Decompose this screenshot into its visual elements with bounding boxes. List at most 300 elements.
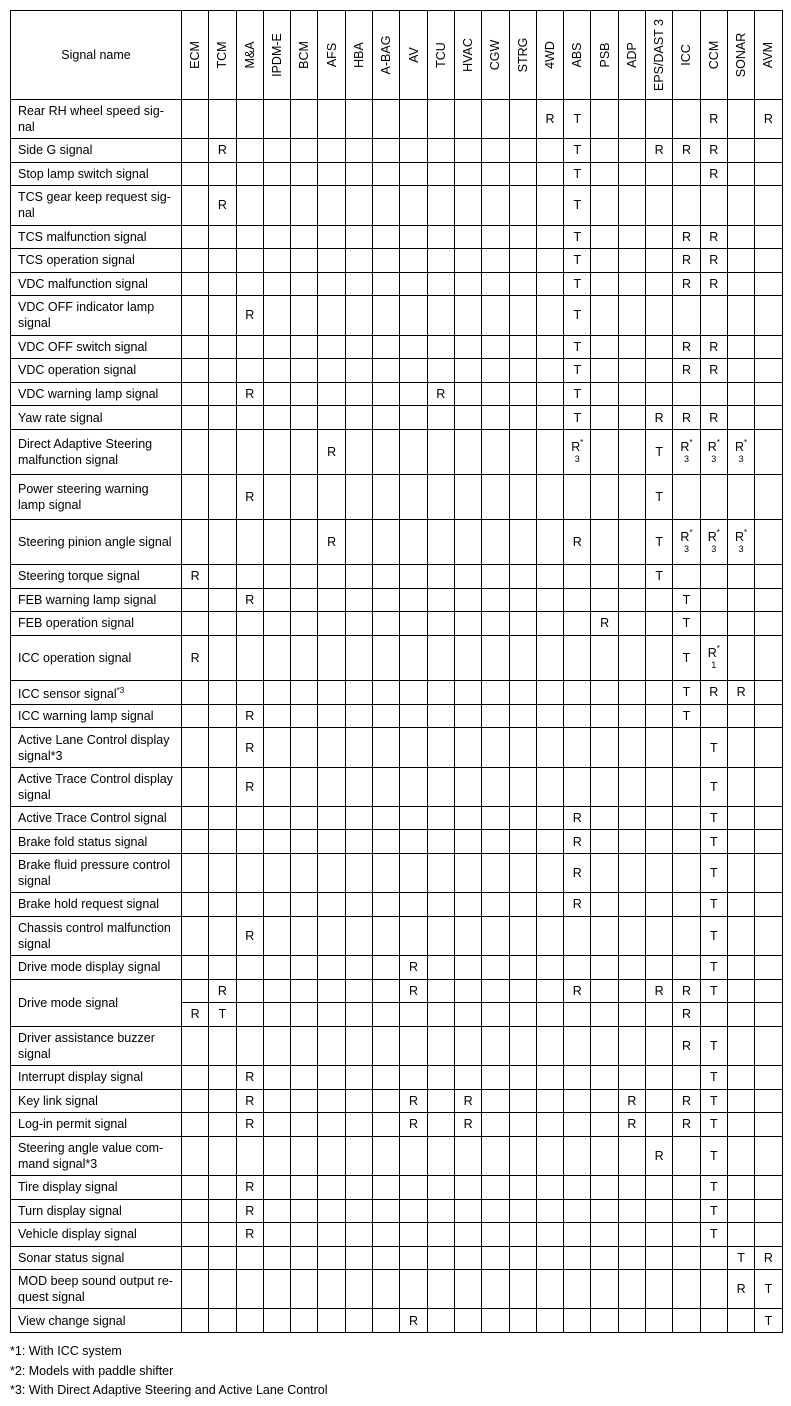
role-cell: [373, 635, 400, 680]
role-cell: [646, 519, 673, 564]
module-header: [400, 11, 427, 100]
role-cell: [373, 296, 400, 335]
role-cell: [564, 1089, 591, 1113]
signal-role: T: [709, 834, 718, 849]
role-cell: [209, 100, 236, 139]
signal-role: R: [736, 685, 746, 700]
role-cell: [263, 1223, 290, 1247]
role-cell: [536, 564, 563, 588]
role-cell: [209, 955, 236, 979]
role-cell: [755, 806, 782, 830]
role-cell: [564, 704, 591, 728]
role-cell: [318, 979, 345, 1003]
role-cell: [318, 162, 345, 186]
signal-role: R: [245, 1117, 255, 1132]
role-cell: [236, 1270, 263, 1309]
role-cell: [564, 635, 591, 680]
role-cell: [509, 162, 536, 186]
role-cell: [182, 406, 209, 430]
signal-role: R: [600, 616, 610, 631]
signal-role: R: [545, 112, 555, 127]
role-cell: [564, 249, 591, 273]
role-cell: [618, 359, 645, 383]
role-cell: [618, 1309, 645, 1333]
signal-role: R: [627, 1117, 637, 1132]
role-cell: [236, 100, 263, 139]
module-header: [727, 11, 754, 100]
signal-role: R: [681, 229, 691, 244]
table-row: [11, 1223, 783, 1247]
role-cell: [345, 1136, 372, 1175]
role-cell: [427, 429, 454, 474]
role-cell: [755, 1136, 782, 1175]
signal-role: R: [245, 740, 255, 755]
role-cell: [618, 335, 645, 359]
role-cell: [727, 728, 754, 767]
role-cell: [454, 1270, 481, 1309]
role-cell: [236, 854, 263, 893]
signal-role: R: [245, 1180, 255, 1195]
role-cell: [673, 979, 700, 1003]
role-cell: [564, 728, 591, 767]
role-cell: [618, 474, 645, 519]
role-cell: [564, 612, 591, 636]
role-cell: [291, 767, 318, 806]
role-cell: [291, 1089, 318, 1113]
role-cell: [564, 806, 591, 830]
role-cell: [591, 272, 618, 296]
signal-role: R: [409, 960, 419, 975]
role-cell: [482, 704, 509, 728]
role-cell: [727, 564, 754, 588]
role-cell: [427, 406, 454, 430]
role-cell: [564, 1026, 591, 1065]
role-cell: [509, 1309, 536, 1333]
role-cell: [345, 1223, 372, 1247]
role-cell: [263, 474, 290, 519]
role-cell: [564, 680, 591, 704]
signal-role: R: [572, 834, 582, 849]
role-cell: [482, 382, 509, 406]
role-cell: [673, 382, 700, 406]
role-cell: [564, 272, 591, 296]
signal-role: R: [709, 253, 719, 268]
role-cell: [618, 806, 645, 830]
role-cell: [427, 830, 454, 854]
role-cell: [509, 1136, 536, 1175]
role-cell: [236, 225, 263, 249]
signal-role: T: [709, 740, 718, 755]
role-cell: [482, 1175, 509, 1199]
role-cell: [646, 806, 673, 830]
signal-role: R: [681, 339, 691, 354]
signal-role: R* 3: [707, 527, 720, 554]
role-cell: [345, 474, 372, 519]
signal-role: T: [709, 811, 718, 826]
role-cell: [482, 916, 509, 955]
role-cell: [700, 916, 727, 955]
role-cell: [291, 519, 318, 564]
role-cell: [646, 1246, 673, 1270]
role-cell: [646, 406, 673, 430]
role-cell: [646, 979, 673, 1003]
role-cell: [373, 249, 400, 273]
signal-role: R* 3: [680, 527, 693, 554]
role-cell: [236, 162, 263, 186]
signal-name: Active Trace Control signal: [11, 806, 182, 830]
role-cell: [427, 186, 454, 225]
role-cell: [591, 893, 618, 917]
role-cell: [427, 854, 454, 893]
signal-role: T: [764, 1313, 773, 1328]
table-row: [11, 1065, 783, 1089]
role-cell: [182, 162, 209, 186]
role-cell: [318, 1199, 345, 1223]
signal-role: R: [572, 534, 582, 549]
role-cell: [345, 955, 372, 979]
role-cell: [345, 1199, 372, 1223]
role-cell: [536, 1199, 563, 1223]
role-cell: [591, 955, 618, 979]
role-cell: [509, 1270, 536, 1309]
role-cell: [263, 1113, 290, 1137]
module-header-label: TCU: [433, 42, 448, 68]
role-cell: [427, 612, 454, 636]
role-cell: [727, 382, 754, 406]
signal-role: R: [409, 1093, 419, 1108]
role-cell: [263, 382, 290, 406]
module-header-label: ABS: [570, 42, 585, 68]
role-cell: [509, 635, 536, 680]
role-cell: [182, 519, 209, 564]
role-cell: [454, 1113, 481, 1137]
role-cell: [427, 767, 454, 806]
role-cell: [400, 1309, 427, 1333]
role-cell: [236, 916, 263, 955]
role-cell: [646, 249, 673, 273]
role-cell: [700, 272, 727, 296]
role-cell: [618, 635, 645, 680]
role-cell: [318, 100, 345, 139]
role-cell: [454, 1246, 481, 1270]
role-cell: [373, 162, 400, 186]
role-cell: [263, 225, 290, 249]
role-cell: [345, 830, 372, 854]
role-cell: [727, 1270, 754, 1309]
role-cell: [454, 186, 481, 225]
signal-role: R: [709, 229, 719, 244]
role-cell: [400, 429, 427, 474]
role-cell: [700, 806, 727, 830]
role-cell: [400, 564, 427, 588]
role-cell: [727, 767, 754, 806]
role-cell: [755, 296, 782, 335]
signal-name: Yaw rate signal: [11, 406, 182, 430]
role-cell: [700, 382, 727, 406]
role-cell: [291, 564, 318, 588]
role-cell: [263, 767, 290, 806]
role-cell: [646, 1270, 673, 1309]
role-cell: [427, 1026, 454, 1065]
module-header: [209, 11, 236, 100]
role-cell: [509, 519, 536, 564]
role-cell: [564, 1065, 591, 1089]
role-cell: [727, 1175, 754, 1199]
signal-role: T: [573, 253, 582, 268]
role-cell: [373, 225, 400, 249]
signal-role: R: [627, 1093, 637, 1108]
role-cell: [591, 296, 618, 335]
role-cell: [618, 893, 645, 917]
role-cell: [755, 139, 782, 163]
role-cell: [318, 728, 345, 767]
role-cell: [400, 1026, 427, 1065]
role-cell: [509, 100, 536, 139]
role-cell: [318, 1026, 345, 1065]
role-cell: [536, 225, 563, 249]
role-cell: [291, 1003, 318, 1027]
role-cell: [618, 1270, 645, 1309]
role-cell: [591, 1246, 618, 1270]
role-cell: [673, 680, 700, 704]
role-cell: [618, 728, 645, 767]
role-cell: [182, 680, 209, 704]
role-cell: [646, 728, 673, 767]
role-cell: [755, 1003, 782, 1027]
role-cell: [373, 429, 400, 474]
role-cell: [700, 1113, 727, 1137]
role-cell: [427, 916, 454, 955]
role-cell: [209, 1199, 236, 1223]
role-cell: [700, 1089, 727, 1113]
role-cell: [618, 955, 645, 979]
role-cell: [673, 854, 700, 893]
role-cell: [263, 406, 290, 430]
role-cell: [509, 854, 536, 893]
role-cell: [536, 272, 563, 296]
role-cell: [345, 100, 372, 139]
role-cell: [509, 406, 536, 430]
role-cell: [318, 225, 345, 249]
role-cell: [291, 612, 318, 636]
role-cell: [209, 680, 236, 704]
role-cell: [646, 588, 673, 612]
role-cell: [454, 335, 481, 359]
role-cell: [345, 893, 372, 917]
role-cell: [700, 680, 727, 704]
role-cell: [646, 382, 673, 406]
signal-name: ICC sensor signal$^{*3}$: [11, 680, 182, 704]
signal-role: R: [190, 650, 200, 665]
table-row: [11, 854, 783, 893]
role-cell: [318, 1175, 345, 1199]
role-cell: [755, 916, 782, 955]
role-cell: [182, 296, 209, 335]
role-cell: [291, 406, 318, 430]
role-cell: [727, 916, 754, 955]
role-cell: [454, 955, 481, 979]
role-cell: [755, 854, 782, 893]
role-cell: [291, 100, 318, 139]
role-cell: [755, 1246, 782, 1270]
role-cell: [182, 612, 209, 636]
role-cell: [509, 429, 536, 474]
role-cell: [373, 186, 400, 225]
role-cell: [700, 186, 727, 225]
role-cell: [646, 680, 673, 704]
table-row: [11, 474, 783, 519]
role-cell: [755, 979, 782, 1003]
role-cell: [345, 1175, 372, 1199]
role-cell: [209, 474, 236, 519]
role-cell: [591, 186, 618, 225]
role-cell: [427, 335, 454, 359]
role-cell: [591, 162, 618, 186]
role-cell: [700, 1175, 727, 1199]
table-row: [11, 100, 783, 139]
role-cell: [564, 1003, 591, 1027]
role-cell: [755, 612, 782, 636]
role-cell: [509, 335, 536, 359]
role-cell: [400, 728, 427, 767]
role-cell: [318, 680, 345, 704]
role-cell: [564, 186, 591, 225]
role-cell: [509, 139, 536, 163]
role-cell: [673, 1223, 700, 1247]
signal-name: TCS operation signal: [11, 249, 182, 273]
signal-role: R: [463, 1117, 473, 1132]
role-cell: [646, 1089, 673, 1113]
role-cell: [618, 1175, 645, 1199]
role-cell: [454, 635, 481, 680]
role-cell: [291, 429, 318, 474]
role-cell: [673, 806, 700, 830]
signal-name: Side G signal: [11, 139, 182, 163]
role-cell: [427, 680, 454, 704]
signal-role: R: [681, 143, 691, 158]
signal-role: T: [573, 198, 582, 213]
signal-role: R: [681, 253, 691, 268]
role-cell: [373, 588, 400, 612]
role-cell: [318, 1309, 345, 1333]
signal-role: T: [709, 897, 718, 912]
signal-role: R: [572, 811, 582, 826]
role-cell: [646, 225, 673, 249]
role-cell: [209, 162, 236, 186]
role-cell: [591, 139, 618, 163]
role-cell: [400, 162, 427, 186]
role-cell: [646, 1309, 673, 1333]
role-cell: [454, 139, 481, 163]
role-cell: [700, 635, 727, 680]
signal-name: Interrupt display signal: [11, 1065, 182, 1089]
role-cell: [209, 916, 236, 955]
role-cell: [318, 1246, 345, 1270]
role-cell: [646, 335, 673, 359]
role-cell: [373, 474, 400, 519]
role-cell: [509, 955, 536, 979]
role-cell: [618, 100, 645, 139]
role-cell: [182, 139, 209, 163]
role-cell: [236, 249, 263, 273]
role-cell: [727, 1136, 754, 1175]
role-cell: [618, 1026, 645, 1065]
role-cell: [618, 916, 645, 955]
signal-name: Tire display signal: [11, 1175, 182, 1199]
role-cell: [673, 1065, 700, 1089]
role-cell: [536, 335, 563, 359]
role-cell: [427, 1136, 454, 1175]
signal-role: R: [681, 363, 691, 378]
role-cell: [727, 680, 754, 704]
module-header: [182, 11, 209, 100]
role-cell: [618, 1113, 645, 1137]
role-cell: [673, 474, 700, 519]
module-header: [373, 11, 400, 100]
role-cell: [400, 806, 427, 830]
role-cell: [755, 406, 782, 430]
role-cell: [400, 225, 427, 249]
role-cell: [591, 767, 618, 806]
role-cell: [564, 564, 591, 588]
role-cell: [291, 955, 318, 979]
signal-name: Driver assistance buzzer signal: [11, 1026, 182, 1065]
role-cell: [482, 1270, 509, 1309]
role-cell: [618, 830, 645, 854]
signal-name: Drive mode signal: [11, 979, 182, 1026]
footnote-1: *1: With ICC system: [10, 1344, 122, 1358]
role-cell: [536, 728, 563, 767]
signal-role: T: [682, 650, 691, 665]
footnote-2: *2: Models with paddle shifter: [10, 1363, 174, 1378]
role-cell: [263, 100, 290, 139]
role-cell: [454, 1089, 481, 1113]
role-cell: [427, 1309, 454, 1333]
signal-role: T: [682, 616, 691, 631]
role-cell: [373, 1223, 400, 1247]
role-cell: [345, 1003, 372, 1027]
signal-name: ICC warning lamp signal: [11, 704, 182, 728]
role-cell: [673, 186, 700, 225]
role-cell: [482, 519, 509, 564]
role-cell: [482, 1089, 509, 1113]
role-cell: [482, 854, 509, 893]
role-cell: [700, 406, 727, 430]
signal-role: R: [654, 143, 664, 158]
role-cell: [209, 1003, 236, 1027]
table-row: [11, 1246, 783, 1270]
role-cell: [482, 635, 509, 680]
signal-role: R: [572, 983, 582, 998]
role-cell: [400, 335, 427, 359]
role-cell: [291, 225, 318, 249]
role-cell: [591, 854, 618, 893]
role-cell: [209, 728, 236, 767]
role-cell: [591, 1309, 618, 1333]
role-cell: [427, 139, 454, 163]
role-cell: [755, 186, 782, 225]
role-cell: [236, 704, 263, 728]
module-header: [564, 11, 591, 100]
role-cell: [755, 100, 782, 139]
role-cell: [591, 100, 618, 139]
role-cell: [536, 588, 563, 612]
role-cell: [209, 406, 236, 430]
role-cell: [700, 1065, 727, 1089]
role-cell: [209, 806, 236, 830]
role-cell: [646, 830, 673, 854]
role-cell: [209, 1089, 236, 1113]
